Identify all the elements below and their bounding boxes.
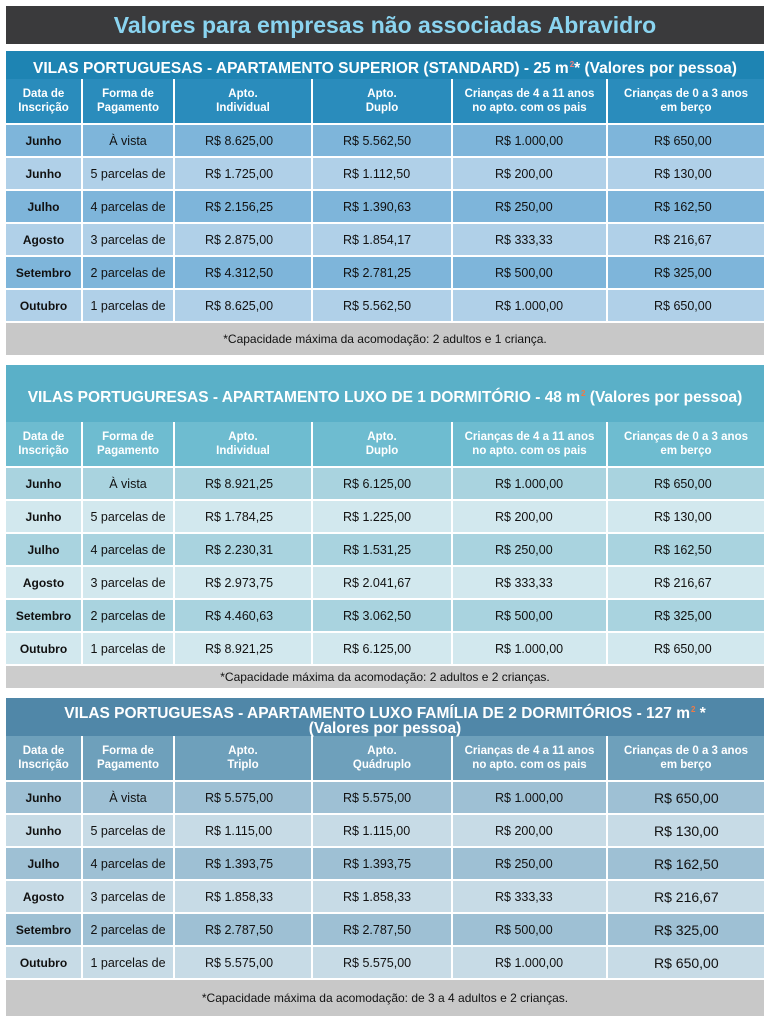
cell-apto-a: R$ 8.625,00 [175, 125, 313, 158]
cell-apto-b: R$ 1.225,00 [313, 501, 453, 534]
cell-month: Setembro [6, 600, 83, 633]
cell-apto-a: R$ 4.312,50 [175, 257, 313, 290]
table-row [6, 290, 764, 323]
cell-criancas-0-3: R$ 650,00 [608, 782, 764, 815]
header-apto-a-line2: Individual [216, 102, 270, 114]
header-data-inscricao-line1: Data de [22, 88, 65, 100]
cell-apto-a: R$ 2.875,00 [175, 224, 313, 257]
header-criancas-0-3-line2: em berço [660, 445, 712, 457]
cell-apto-b: R$ 5.562,50 [313, 290, 453, 323]
cell-criancas-0-3: R$ 162,50 [608, 191, 764, 224]
cell-criancas-0-3: R$ 650,00 [608, 633, 764, 666]
cell-payment: 4 parcelas de [83, 191, 175, 224]
cell-criancas-0-3: R$ 216,67 [608, 224, 764, 257]
header-forma-pagamento-line1: Forma de [102, 88, 154, 100]
cell-criancas-0-3: R$ 130,00 [608, 158, 764, 191]
cell-payment: 5 parcelas de [83, 158, 175, 191]
cell-criancas-4-11: R$ 1.000,00 [453, 290, 608, 323]
section-title-superscript: 2 [691, 705, 696, 714]
cell-apto-b: R$ 1.531,25 [313, 534, 453, 567]
cell-criancas-4-11: R$ 500,00 [453, 257, 608, 290]
cell-payment: À vista [83, 468, 175, 501]
cell-criancas-4-11: R$ 200,00 [453, 501, 608, 534]
page-banner: Valores para empresas não associadas Abravidro [6, 6, 764, 44]
cell-month: Agosto [6, 224, 83, 257]
cell-payment: 4 parcelas de [83, 534, 175, 567]
cell-month: Junho [6, 501, 83, 534]
header-forma-pagamento-line2: Pagamento [97, 102, 159, 114]
cell-month: Junho [6, 158, 83, 191]
header-apto-a [175, 79, 313, 125]
cell-payment: 1 parcelas de [83, 290, 175, 323]
header-criancas-0-3-line2: em berço [660, 102, 712, 114]
header-apto-b-line1: Apto. [367, 88, 397, 100]
header-apto-b-line2: Duplo [365, 102, 399, 114]
section-title-text: VILAS PORTUGURESAS - APARTAMENTO LUXO DE 1 DORMITÓRIO - 48 m [27, 389, 581, 407]
header-apto-a-line1: Apto. [228, 88, 258, 100]
cell-apto-b: R$ 6.125,00 [313, 468, 453, 501]
section-title-text: VILAS PORTUGUESAS - APARTAMENTO LUXO FAMÍLIA DE 2 DORMITÓRIOS - 127 m [64, 705, 690, 723]
header-forma-pagamento-line1: Forma de [102, 431, 154, 443]
cell-payment: À vista [83, 782, 175, 815]
cell-apto-a: R$ 1.784,25 [175, 501, 313, 534]
cell-payment: 2 parcelas de [83, 600, 175, 633]
cell-criancas-4-11: R$ 200,00 [453, 815, 608, 848]
table-row [6, 534, 764, 567]
cell-month: Setembro [6, 257, 83, 290]
cell-criancas-4-11: R$ 1.000,00 [453, 782, 608, 815]
cell-payment: 5 parcelas de [83, 501, 175, 534]
cell-month: Setembro [6, 914, 83, 947]
section-title [6, 51, 764, 79]
cell-criancas-4-11: R$ 1.000,00 [453, 125, 608, 158]
price-section-3 [6, 698, 764, 1016]
cell-apto-a: R$ 8.921,25 [175, 468, 313, 501]
table-header-row [6, 422, 764, 468]
table-row [6, 633, 764, 666]
header-forma-pagamento-line2: Pagamento [97, 759, 159, 771]
cell-apto-a: R$ 8.625,00 [175, 290, 313, 323]
capacity-note: *Capacidade máxima da acomodação: 2 adultos e 2 crianças. [6, 666, 764, 688]
cell-payment: À vista [83, 125, 175, 158]
cell-payment: 2 parcelas de [83, 257, 175, 290]
header-apto-b [313, 422, 453, 468]
cell-month: Julho [6, 534, 83, 567]
cell-apto-a: R$ 5.575,00 [175, 947, 313, 980]
cell-apto-b: R$ 1.112,50 [313, 158, 453, 191]
cell-criancas-0-3: R$ 650,00 [608, 125, 764, 158]
cell-criancas-4-11: R$ 1.000,00 [453, 633, 608, 666]
cell-apto-b: R$ 1.854,17 [313, 224, 453, 257]
table-row [6, 224, 764, 257]
price-table [6, 79, 764, 323]
header-criancas-0-3 [608, 79, 764, 125]
table-row [6, 501, 764, 534]
table-row [6, 158, 764, 191]
cell-criancas-0-3: R$ 216,67 [608, 567, 764, 600]
header-forma-pagamento [83, 79, 175, 125]
cell-apto-b: R$ 1.115,00 [313, 815, 453, 848]
header-criancas-4-11-line1: Crianças de 4 a 11 anos [464, 431, 595, 443]
cell-criancas-0-3: R$ 650,00 [608, 290, 764, 323]
table-row [6, 600, 764, 633]
cell-criancas-0-3: R$ 130,00 [608, 501, 764, 534]
price-table [6, 736, 764, 980]
cell-criancas-4-11: R$ 1.000,00 [453, 468, 608, 501]
cell-payment: 5 parcelas de [83, 815, 175, 848]
table-header-row [6, 736, 764, 782]
cell-apto-b: R$ 6.125,00 [313, 633, 453, 666]
cell-month: Agosto [6, 881, 83, 914]
header-apto-a [175, 736, 313, 782]
section-title-line2: (Valores por pessoa) [308, 720, 462, 738]
table-row [6, 125, 764, 158]
cell-criancas-4-11: R$ 333,33 [453, 224, 608, 257]
header-criancas-0-3 [608, 736, 764, 782]
cell-payment: 3 parcelas de [83, 881, 175, 914]
header-forma-pagamento [83, 736, 175, 782]
capacity-note: *Capacidade máxima da acomodação: 2 adultos e 1 criança. [6, 323, 764, 355]
cell-criancas-4-11: R$ 1.000,00 [453, 947, 608, 980]
header-data-inscricao-line2: Inscrição [18, 445, 69, 457]
header-criancas-0-3-line1: Crianças de 0 a 3 anos [623, 431, 748, 443]
cell-apto-a: R$ 2.230,31 [175, 534, 313, 567]
cell-apto-a: R$ 1.115,00 [175, 815, 313, 848]
section-title [6, 698, 764, 736]
cell-criancas-0-3: R$ 162,50 [608, 848, 764, 881]
table-row [6, 881, 764, 914]
header-apto-a-line1: Apto. [228, 431, 258, 443]
header-criancas-0-3-line2: em berço [660, 759, 712, 771]
table-row [6, 567, 764, 600]
cell-apto-b: R$ 1.858,33 [313, 881, 453, 914]
header-apto-b-line2: Duplo [365, 445, 399, 457]
cell-month: Junho [6, 782, 83, 815]
cell-criancas-0-3: R$ 162,50 [608, 534, 764, 567]
cell-criancas-0-3: R$ 325,00 [608, 257, 764, 290]
header-data-inscricao-line1: Data de [22, 745, 65, 757]
cell-apto-b: R$ 5.575,00 [313, 782, 453, 815]
header-apto-b-line1: Apto. [367, 431, 397, 443]
cell-apto-b: R$ 2.787,50 [313, 914, 453, 947]
cell-criancas-4-11: R$ 333,33 [453, 881, 608, 914]
cell-criancas-4-11: R$ 250,00 [453, 848, 608, 881]
table-row [6, 782, 764, 815]
section-title-text: VILAS PORTUGUESAS - APARTAMENTO SUPERIOR (STANDARD) - 25 m [33, 60, 569, 78]
cell-month: Outubro [6, 947, 83, 980]
table-header-row [6, 79, 764, 125]
cell-criancas-0-3: R$ 650,00 [608, 947, 764, 980]
table-row [6, 468, 764, 501]
header-apto-a-line2: Triplo [227, 759, 259, 771]
cell-criancas-0-3: R$ 325,00 [608, 600, 764, 633]
header-criancas-4-11-line1: Crianças de 4 a 11 anos [464, 88, 595, 100]
cell-criancas-4-11: R$ 500,00 [453, 600, 608, 633]
section-title-suffix: * [695, 705, 706, 723]
table-row [6, 947, 764, 980]
table-row [6, 848, 764, 881]
cell-criancas-0-3: R$ 130,00 [608, 815, 764, 848]
cell-payment: 1 parcelas de [83, 633, 175, 666]
header-apto-a-line1: Apto. [228, 745, 258, 757]
cell-apto-a: R$ 2.973,75 [175, 567, 313, 600]
header-data-inscricao-line2: Inscrição [18, 102, 69, 114]
header-criancas-4-11 [453, 79, 608, 125]
cell-apto-a: R$ 2.787,50 [175, 914, 313, 947]
header-criancas-4-11 [453, 736, 608, 782]
cell-apto-a: R$ 1.725,00 [175, 158, 313, 191]
cell-apto-b: R$ 2.041,67 [313, 567, 453, 600]
header-criancas-0-3-line1: Crianças de 0 a 3 anos [623, 88, 748, 100]
header-forma-pagamento-line2: Pagamento [97, 445, 159, 457]
section-title-superscript: 2 [581, 389, 586, 398]
cell-payment: 3 parcelas de [83, 224, 175, 257]
cell-apto-b: R$ 5.575,00 [313, 947, 453, 980]
cell-apto-a: R$ 8.921,25 [175, 633, 313, 666]
header-criancas-4-11-line2: no apto. com os pais [472, 445, 587, 457]
cell-apto-b: R$ 1.390,63 [313, 191, 453, 224]
header-criancas-0-3 [608, 422, 764, 468]
cell-apto-b: R$ 2.781,25 [313, 257, 453, 290]
header-data-inscricao [6, 79, 83, 125]
header-apto-b [313, 79, 453, 125]
cell-apto-b: R$ 1.393,75 [313, 848, 453, 881]
section-title [6, 365, 764, 422]
cell-apto-a: R$ 1.393,75 [175, 848, 313, 881]
cell-criancas-4-11: R$ 333,33 [453, 567, 608, 600]
cell-apto-b: R$ 3.062,50 [313, 600, 453, 633]
header-apto-b-line2: Quádruplo [352, 759, 412, 771]
cell-payment: 3 parcelas de [83, 567, 175, 600]
header-criancas-4-11-line2: no apto. com os pais [472, 102, 587, 114]
cell-month: Outubro [6, 290, 83, 323]
cell-month: Outubro [6, 633, 83, 666]
cell-criancas-0-3: R$ 650,00 [608, 468, 764, 501]
cell-apto-a: R$ 5.575,00 [175, 782, 313, 815]
header-criancas-4-11-line2: no apto. com os pais [472, 759, 587, 771]
header-apto-b-line1: Apto. [367, 745, 397, 757]
cell-criancas-0-3: R$ 216,67 [608, 881, 764, 914]
cell-criancas-4-11: R$ 250,00 [453, 534, 608, 567]
cell-month: Junho [6, 815, 83, 848]
cell-apto-b: R$ 5.562,50 [313, 125, 453, 158]
section-title-suffix: (Valores por pessoa) [585, 389, 743, 407]
price-table [6, 422, 764, 666]
cell-payment: 2 parcelas de [83, 914, 175, 947]
table-row [6, 257, 764, 290]
cell-apto-a: R$ 1.858,33 [175, 881, 313, 914]
cell-apto-a: R$ 4.460,63 [175, 600, 313, 633]
cell-month: Agosto [6, 567, 83, 600]
cell-payment: 4 parcelas de [83, 848, 175, 881]
cell-month: Julho [6, 191, 83, 224]
table-row [6, 191, 764, 224]
price-section-1 [6, 51, 764, 355]
header-criancas-0-3-line1: Crianças de 0 a 3 anos [623, 745, 748, 757]
cell-criancas-4-11: R$ 200,00 [453, 158, 608, 191]
cell-criancas-0-3: R$ 325,00 [608, 914, 764, 947]
cell-criancas-4-11: R$ 250,00 [453, 191, 608, 224]
header-data-inscricao-line1: Data de [22, 431, 65, 443]
header-forma-pagamento-line1: Forma de [102, 745, 154, 757]
capacity-note: *Capacidade máxima da acomodação: de 3 a 4 adultos e 2 crianças. [6, 980, 764, 1016]
header-data-inscricao [6, 422, 83, 468]
header-data-inscricao-line2: Inscrição [18, 759, 69, 771]
table-row [6, 815, 764, 848]
header-data-inscricao [6, 736, 83, 782]
cell-criancas-4-11: R$ 500,00 [453, 914, 608, 947]
table-row [6, 914, 764, 947]
cell-month: Julho [6, 848, 83, 881]
header-apto-a [175, 422, 313, 468]
header-apto-a-line2: Individual [216, 445, 270, 457]
cell-month: Junho [6, 468, 83, 501]
header-apto-b [313, 736, 453, 782]
section-title-superscript: 2 [569, 60, 575, 69]
header-criancas-4-11 [453, 422, 608, 468]
cell-apto-a: R$ 2.156,25 [175, 191, 313, 224]
cell-month: Junho [6, 125, 83, 158]
cell-payment: 1 parcelas de [83, 947, 175, 980]
price-section-2 [6, 365, 764, 688]
header-forma-pagamento [83, 422, 175, 468]
header-criancas-4-11-line1: Crianças de 4 a 11 anos [464, 745, 595, 757]
section-title-suffix: * (Valores por pessoa) [574, 60, 737, 78]
